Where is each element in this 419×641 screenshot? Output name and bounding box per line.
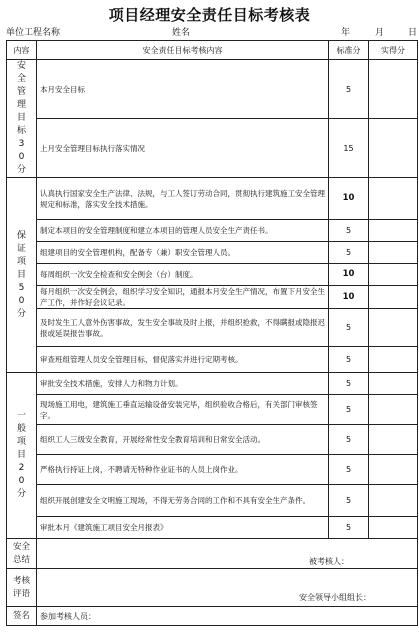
table-row: [7, 220, 418, 242]
table-row: [7, 119, 418, 178]
section-category-label: 安全管理目标30分: [16, 61, 26, 175]
section-category: [7, 178, 37, 373]
opinion-label-text: 考核评语: [12, 575, 30, 599]
section-category: [7, 60, 37, 178]
month-label: 月: [375, 28, 385, 38]
requirement-text: 现场施工用电，建筑施工垂直运输设备安装完毕，组织验收合格后，有关部门审核签字。: [37, 395, 329, 425]
requirement-text: 上月安全管理目标执行落实情况: [37, 119, 329, 178]
requirement-text: 组织开展创建安全文明施工现场，不得无劳务合同的工作和不具有安全生产条件。: [37, 485, 329, 517]
requirement-text: 审批安全技术措施，安排人力和物力计划。: [37, 373, 329, 395]
standard-score: 5: [329, 455, 369, 485]
participants-field[interactable]: [37, 607, 418, 626]
table-row: [7, 455, 418, 485]
actual-score-field[interactable]: [369, 119, 418, 178]
opinion-label-field[interactable]: [37, 569, 418, 607]
summary-label-field[interactable]: [37, 539, 418, 569]
requirement-text: 每周组织一次安全检查和安全例会（台）制度。: [37, 264, 329, 286]
summary-label-text: 安全总结: [12, 541, 30, 565]
standard-score: 5: [329, 220, 369, 242]
actual-score-field[interactable]: [369, 347, 418, 373]
standard-score: 5: [329, 395, 369, 425]
footer-row: [7, 569, 418, 607]
year-label: 年: [341, 28, 351, 38]
table-row: [7, 242, 418, 264]
requirement-text: 严格执行持证上岗，不聘请无特种作业证书的人员上岗作业。: [37, 455, 329, 485]
section-category: [7, 373, 37, 539]
standard-score: 10: [329, 178, 369, 220]
header-row: [7, 41, 418, 60]
table-row: [7, 264, 418, 286]
standard-score: 5: [329, 485, 369, 517]
participants-label: 参加考核人员：: [40, 611, 96, 621]
requirement-text: 本月安全目标: [37, 60, 329, 119]
requirement-text: 制定本项目的安全管理制度和建立本项目的管理人员安全生产责任书。: [37, 220, 329, 242]
actual-score-field[interactable]: [369, 286, 418, 309]
requirement-text: 认真执行国家安全生产法律、法规，与工人签订劳动合同，贯彻执行建筑施工安全管理规定和标准，落实安全技术措施。: [37, 178, 329, 220]
standard-score: 10: [329, 286, 369, 309]
standard-score: 5: [329, 517, 369, 539]
leader-label: 安全领导小组组长：: [299, 593, 371, 602]
table-row: [7, 485, 418, 517]
standard-score: 10: [329, 264, 369, 286]
table-row: [7, 395, 418, 425]
table-row: [7, 373, 418, 395]
requirement-text: 每月组织一次安全例会，组织学习安全知识，通报本月安全生产情况，布置下月安全生产工作，并作好会议记录。: [37, 286, 329, 309]
standard-score: 5: [329, 425, 369, 455]
standard-score: 5: [329, 60, 369, 119]
actual-score-field[interactable]: [369, 373, 418, 395]
requirement-text: 审批本月《建筑施工项目安全月报表》: [37, 517, 329, 539]
section-category-label: 保证项目50分: [16, 230, 26, 319]
section-category-label: 一般项目20分: [16, 411, 26, 499]
requirement-text: 组建项目的安全管理机构，配备专（兼）职安全管理人员。: [37, 242, 329, 264]
summary-label: [7, 539, 37, 569]
sign-row: [7, 607, 418, 626]
standard-score: 15: [329, 119, 369, 178]
table-row: [7, 309, 418, 347]
assessment-table: [6, 40, 418, 626]
standard-score: 5: [329, 373, 369, 395]
checker-label: 被考核人：: [309, 557, 349, 566]
standard-score: 5: [329, 347, 369, 373]
actual-score-field[interactable]: [369, 264, 418, 286]
requirement-text: 组织工人三级安全教育，开展经常性安全教育培训和日常安全活动。: [37, 425, 329, 455]
form-meta-line: [0, 25, 419, 39]
standard-score: 5: [329, 309, 369, 347]
table-row: [7, 286, 418, 309]
footer-row: [7, 539, 418, 569]
actual-score-field[interactable]: [369, 485, 418, 517]
day-label: 日: [408, 28, 418, 38]
header-actual-score: 实得分: [369, 41, 418, 60]
table-row: [7, 425, 418, 455]
actual-score-field[interactable]: [369, 60, 418, 119]
actual-score-field[interactable]: [369, 309, 418, 347]
requirement-text: 及时发生工人意外伤害事故，发生安全事故及时上报，并组织抢救，不得瞒报或隐报迟报或延误报告事故。: [37, 309, 329, 347]
actual-score-field[interactable]: [369, 242, 418, 264]
standard-score: 5: [329, 242, 369, 264]
opinion-label: [7, 569, 37, 607]
actual-score-field[interactable]: [369, 517, 418, 539]
requirement-text: 审查班组管理人员安全管理目标，督促落实并进行定期考核。: [37, 347, 329, 373]
unit-name-label: 单位工程名称: [6, 28, 61, 38]
header-content: 内容: [7, 41, 37, 60]
table-row: [7, 517, 418, 539]
table-row: [7, 347, 418, 373]
header-standard-score: 标准分: [329, 41, 369, 60]
table-row: [7, 60, 418, 119]
actual-score-field[interactable]: [369, 425, 418, 455]
page-title: 项目经理安全责任目标考核表: [108, 6, 311, 24]
table-row: [7, 178, 418, 220]
actual-score-field[interactable]: [369, 178, 418, 220]
actual-score-field[interactable]: [369, 455, 418, 485]
name-label: 姓名: [172, 28, 191, 38]
actual-score-field[interactable]: [369, 220, 418, 242]
sign-label: 签名: [7, 607, 37, 626]
header-requirements: 安全责任目标考核内容: [37, 41, 329, 60]
actual-score-field[interactable]: [369, 395, 418, 425]
